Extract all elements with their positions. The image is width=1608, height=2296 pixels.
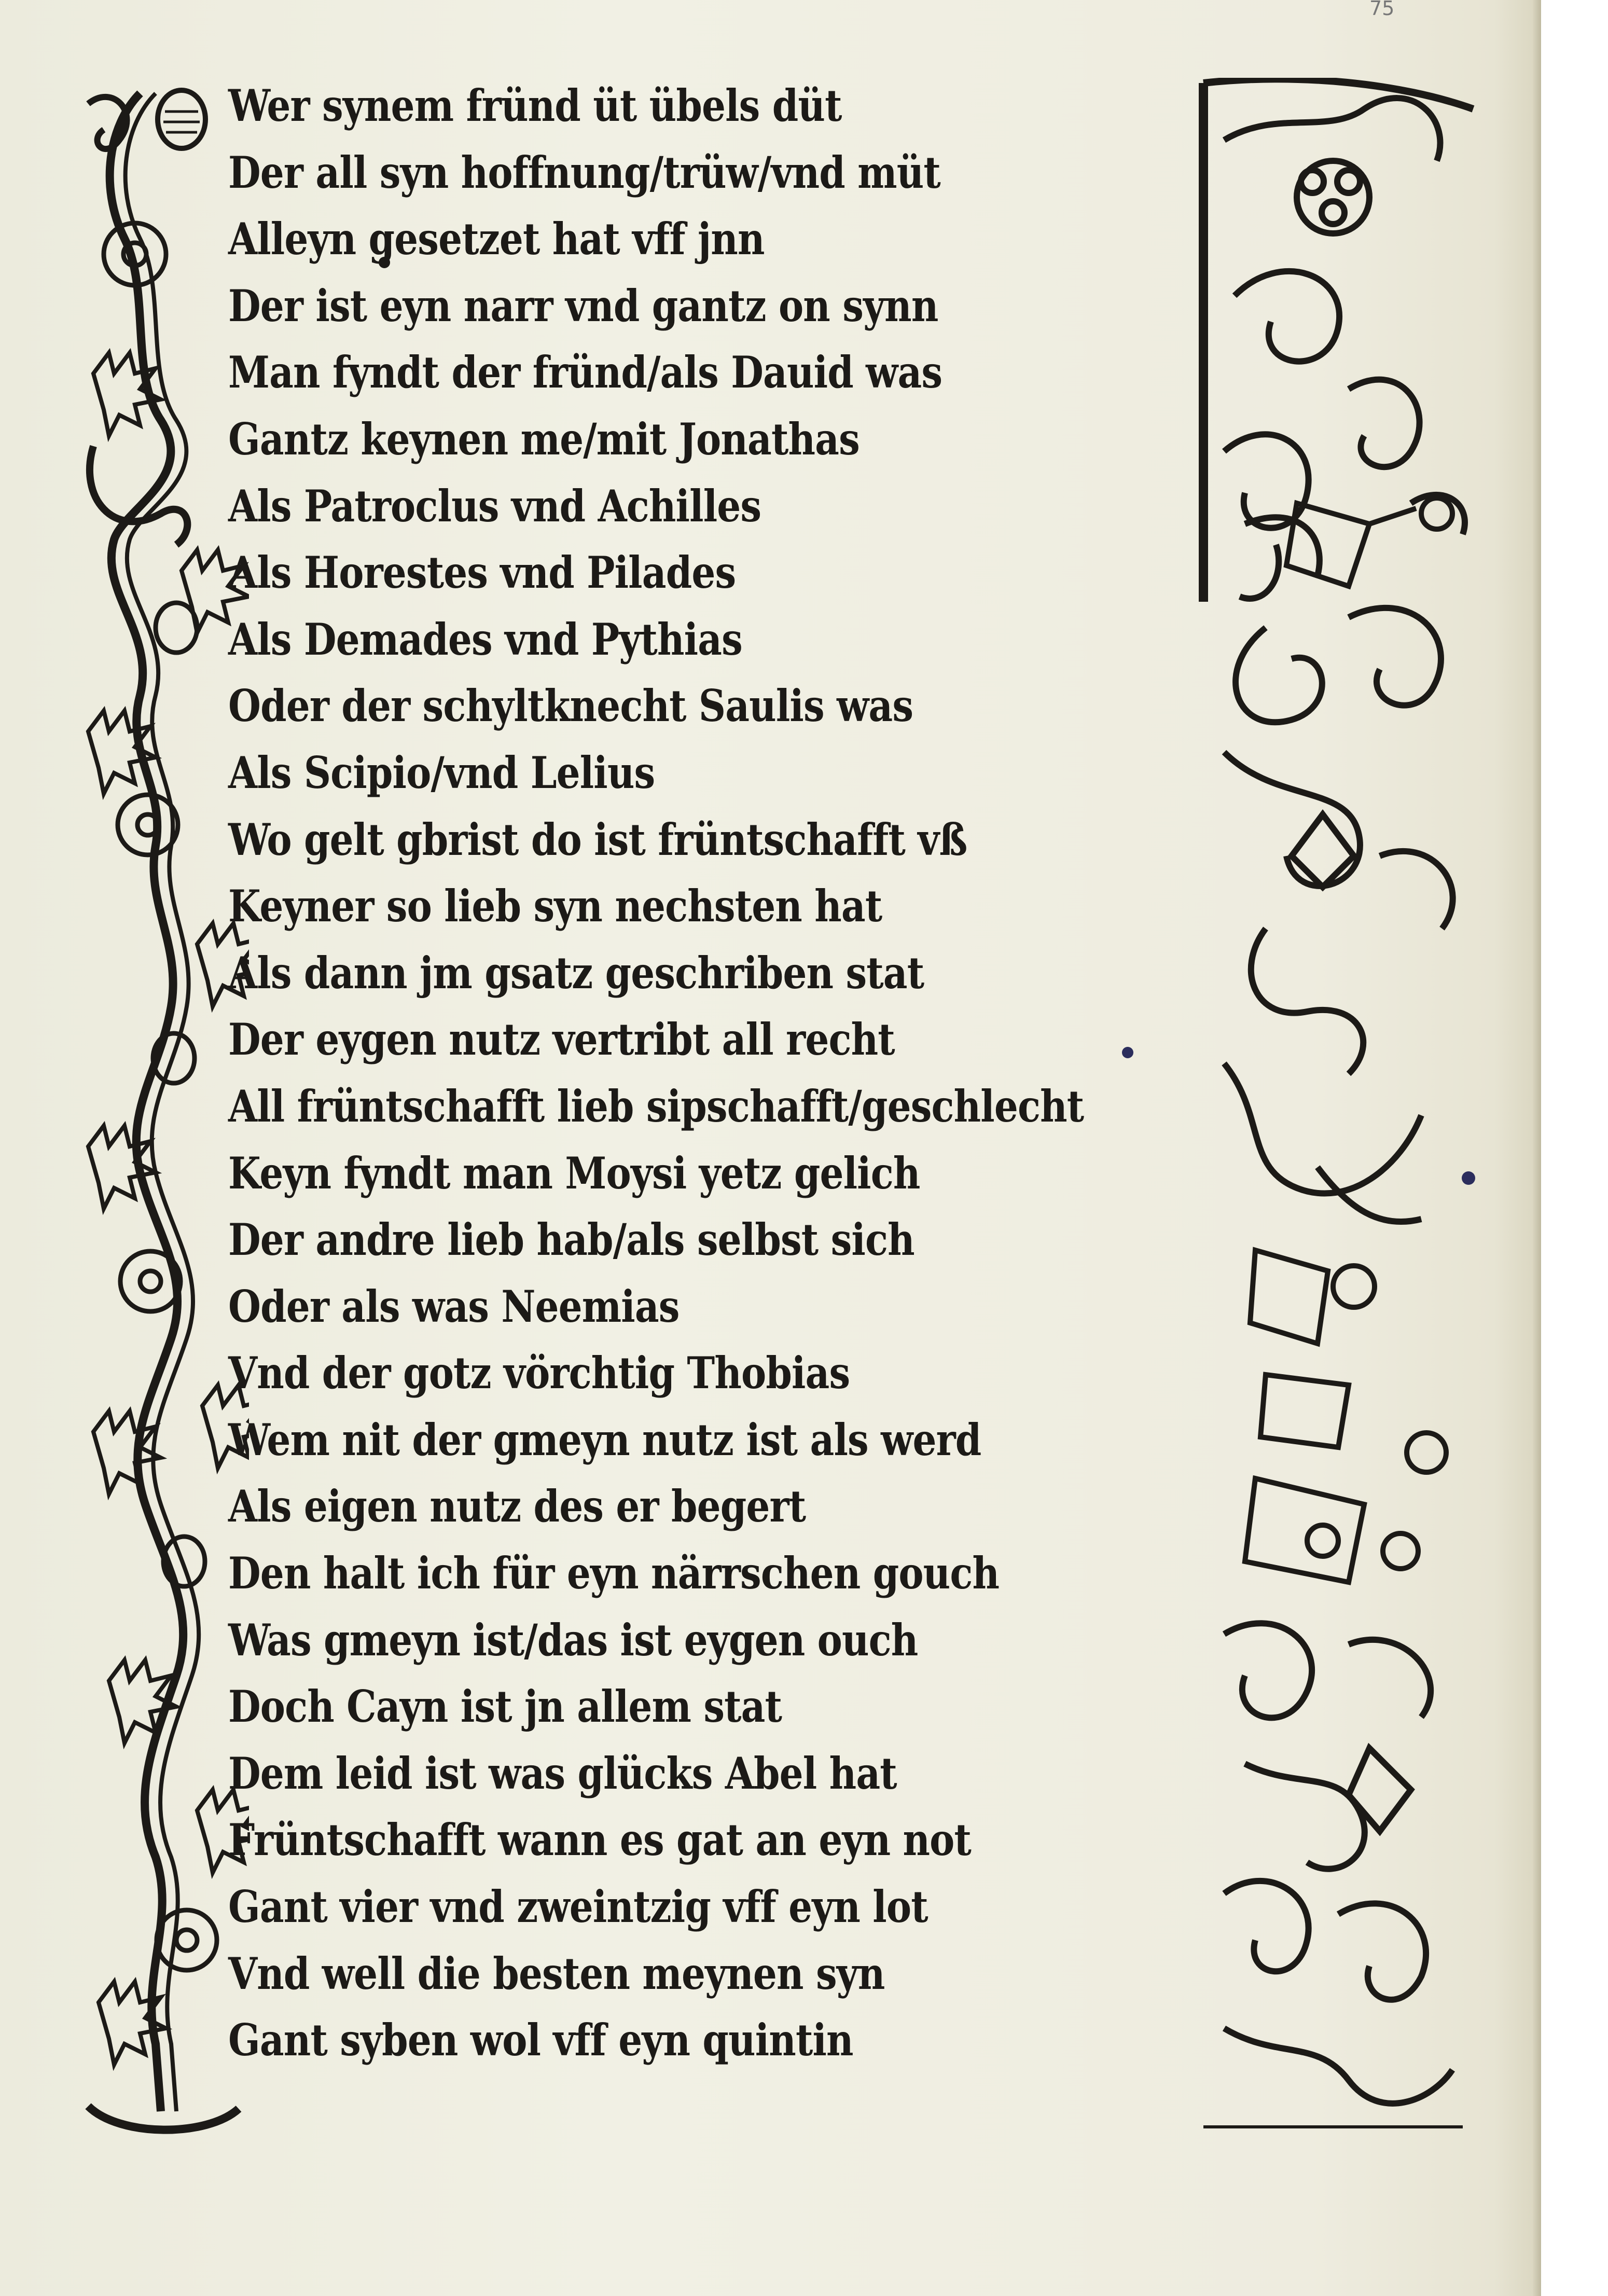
- verse-line: Alleyn gesetzet hat vff jnn: [228, 213, 765, 265]
- verse-line: Was gmeyn ist/das ist eygen ouch: [228, 1614, 918, 1666]
- verse-column: [228, 73, 1162, 2074]
- verse-line: Der all syn hoffnung/trüw/vnd müt: [228, 146, 940, 198]
- verse-line: Gant vier vnd zweintzig vff eyn lot: [228, 1881, 928, 1933]
- verse-line: Oder als was Neemias: [228, 1280, 680, 1332]
- verse-line: Gant syben wol vff eyn quintin: [228, 2014, 853, 2066]
- verse-line: Vnd well die besten meynen syn: [228, 1947, 885, 1999]
- folio-mark: 75: [1369, 0, 1395, 20]
- left-vine-border: [78, 83, 249, 2137]
- verse-line: Als Horestes vnd Pilades: [228, 547, 736, 599]
- verse-line: All früntschafft lieb sipschafft/geschlecht: [228, 1080, 1084, 1132]
- verse-line: Als Scipio/vnd Lelius: [228, 746, 655, 798]
- verse-line: Gantz keynen me/mit Jonathas: [228, 413, 860, 465]
- verse-line: Keyn fyndt man Moysi yetz gelich: [228, 1147, 920, 1199]
- verse-line: Als eigen nutz des er begert: [228, 1481, 806, 1532]
- verse-line: Wer synem fründ üt übels düt: [228, 80, 842, 131]
- verse-line: Vnd der gotz vörchtig Thobias: [228, 1347, 850, 1399]
- verse-line: Oder der schyltknecht Saulis was: [228, 680, 913, 732]
- verse-line: Der ist eyn narr vnd gantz on synn: [228, 280, 938, 331]
- verse-line: Der eygen nutz vertribt all recht: [228, 1014, 895, 1066]
- verse-line: Den halt ich für eyn närrschen gouch: [228, 1547, 1000, 1599]
- right-woodcut-border: [1193, 78, 1484, 2132]
- verse-line: Als dann jm gsatz geschriben stat: [228, 947, 924, 999]
- verse-line: Dem leid ist was glücks Abel hat: [228, 1747, 897, 1799]
- verse-line: Früntschafft wann es gat an eyn not: [228, 1814, 972, 1866]
- blue-ink-dot: [1462, 1171, 1475, 1185]
- verse-line: Keyner so lieb syn nechsten hat: [228, 880, 882, 932]
- verse-line: Man fyndt der fründ/als Dauid was: [228, 347, 942, 398]
- verse-line: Doch Cayn ist jn allem stat: [228, 1681, 782, 1733]
- verse-line: Als Patroclus vnd Achilles: [228, 480, 761, 532]
- verse-line: Der andre lieb hab/als selbst sich: [228, 1214, 914, 1266]
- page-edge: [1533, 0, 1541, 2296]
- verse-line: Als Demades vnd Pythias: [228, 613, 742, 665]
- verse-line: Wo gelt gbrist do ist früntschafft vß: [228, 813, 967, 865]
- verse-line: Wem nit der gmeyn nutz ist als werd: [228, 1414, 981, 1465]
